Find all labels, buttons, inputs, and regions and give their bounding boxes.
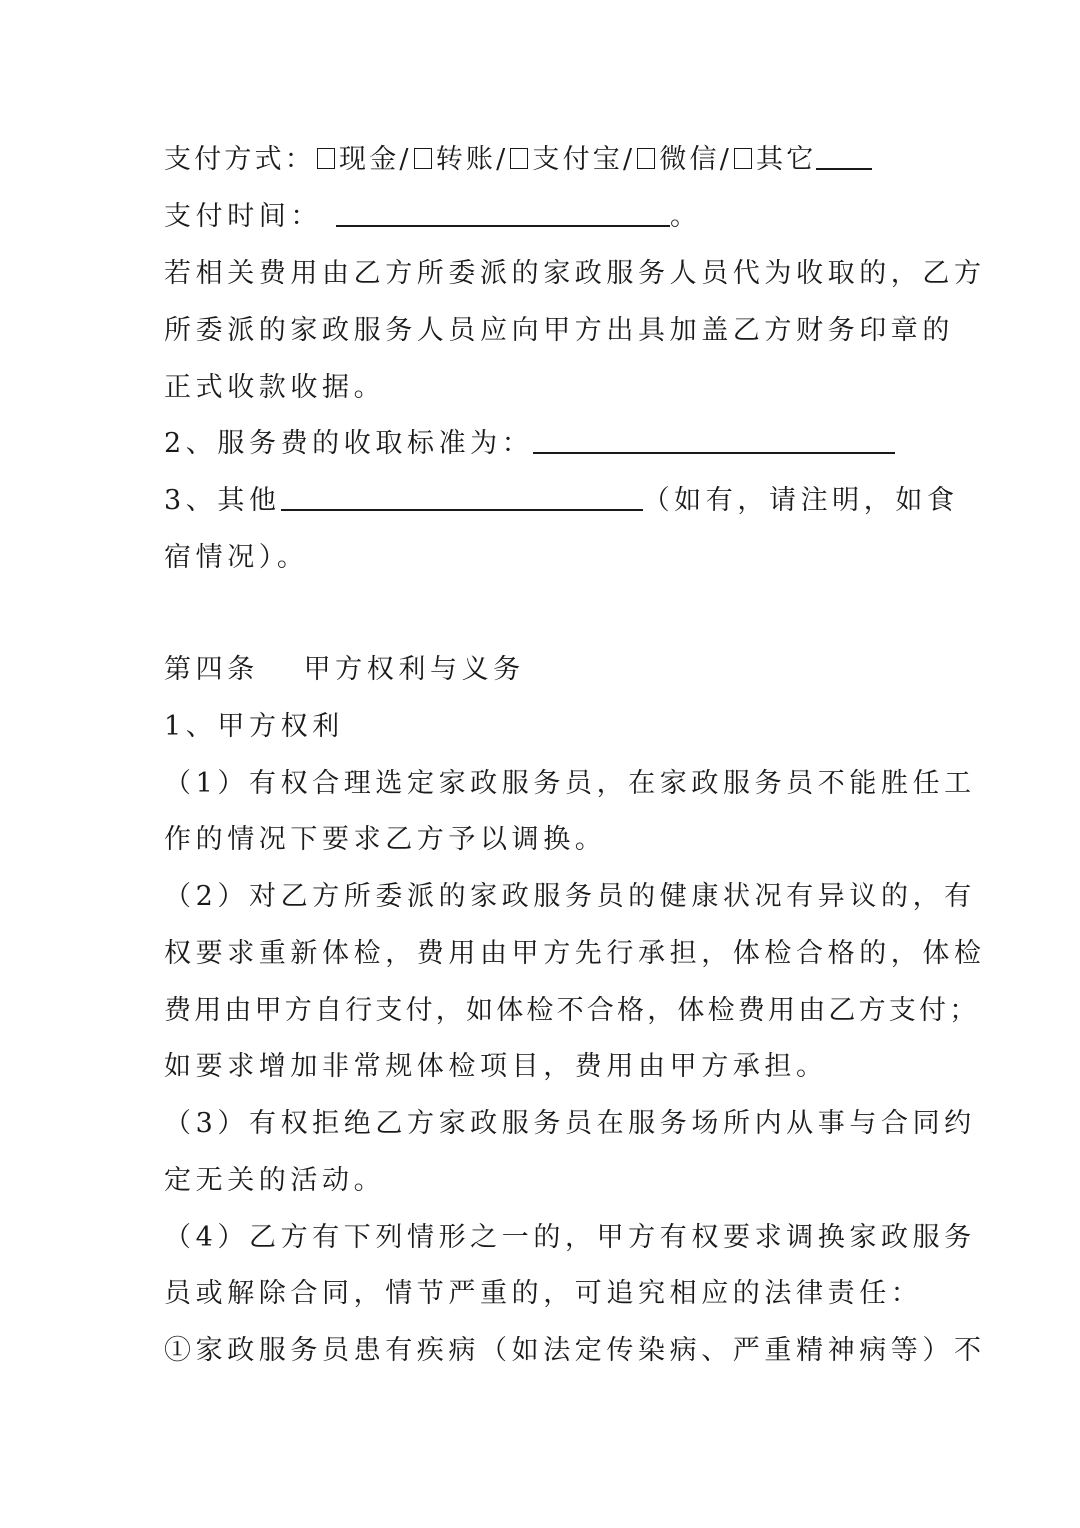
article-title: 第四条 甲方权利与义务 (164, 654, 525, 685)
payment-time-blank[interactable] (336, 195, 670, 227)
other-blank-field[interactable] (281, 479, 643, 511)
checkbox-cash[interactable] (317, 148, 335, 169)
checkbox-transfer[interactable] (414, 148, 432, 169)
clause-1-line-2: 作的情况下要求乙方予以调换。 (164, 824, 607, 855)
payment-method-line (164, 138, 924, 182)
clause-2-line-4: 如要求增加非常规体检项目，费用由甲方承担。 (164, 1051, 828, 1082)
clause-2-line-3: 费用由甲方自行支付，如体检不合格，体检费用由乙方支付； (164, 995, 980, 1026)
option-cash: 现金 (339, 144, 400, 175)
item3-line (164, 479, 959, 523)
item2-label: 2、服务费的收取标准为： (164, 428, 534, 459)
party-a-rights-heading: 1、甲方权利 (164, 711, 344, 742)
clause-item-1-line: ①家政服务员患有疾病（如法定传染病、严重精神病等）不 (164, 1335, 986, 1366)
clause-3-line-2: 定无关的活动。 (164, 1165, 386, 1196)
fee-standard-blank[interactable] (533, 422, 895, 454)
clause-3-line-1: （3）有权拒绝乙方家政服务员在服务场所内从事与合同约 (164, 1108, 976, 1139)
item3-suffix: （如有，请注明，如食 (642, 485, 959, 516)
separator: / (623, 144, 636, 175)
payment-method-label: 支付方式： (164, 144, 315, 175)
item2-line (164, 422, 924, 466)
item3-line-2: 宿情况）。 (164, 542, 309, 573)
checkbox-wechat[interactable] (637, 148, 655, 169)
collect-note-line-3: 正式收款收据。 (164, 372, 386, 403)
clause-4-line-1: （4）乙方有下列情形之一的，甲方有权要求调换家政服务 (164, 1222, 976, 1253)
clause-2-line-1: （2）对乙方所委派的家政服务员的健康状况有异议的，有 (164, 881, 976, 912)
collect-note-line-1: 若相关费用由乙方所委派的家政服务人员代为收取的，乙方 (164, 258, 986, 289)
option-transfer: 转账 (435, 144, 497, 175)
separator: / (399, 144, 412, 175)
option-other: 其它 (756, 144, 817, 175)
checkbox-alipay[interactable] (510, 148, 528, 169)
payment-time-end: 。 (670, 201, 702, 232)
clause-2-line-2: 权要求重新体检，费用由甲方先行承担，体检合格的，体检 (164, 938, 986, 969)
option-wechat: 微信 (659, 144, 720, 175)
clause-4-line-2: 员或解除合同，情节严重的，可追究相应的法律责任： (164, 1278, 923, 1309)
other-blank[interactable] (816, 138, 872, 170)
separator: / (496, 144, 509, 175)
item3-label: 3、其他 (164, 485, 281, 516)
separator: / (719, 144, 733, 175)
clause-1-line-1: （1）有权合理选定家政服务员，在家政服务员不能胜任工 (164, 768, 976, 799)
option-alipay: 支付宝 (532, 144, 624, 175)
collect-note-line-2: 所委派的家政服务人员应向甲方出具加盖乙方财务印章的 (164, 315, 954, 346)
payment-time-line (164, 195, 924, 239)
payment-time-label: 支付时间： (164, 201, 322, 232)
checkbox-other[interactable] (734, 148, 752, 169)
